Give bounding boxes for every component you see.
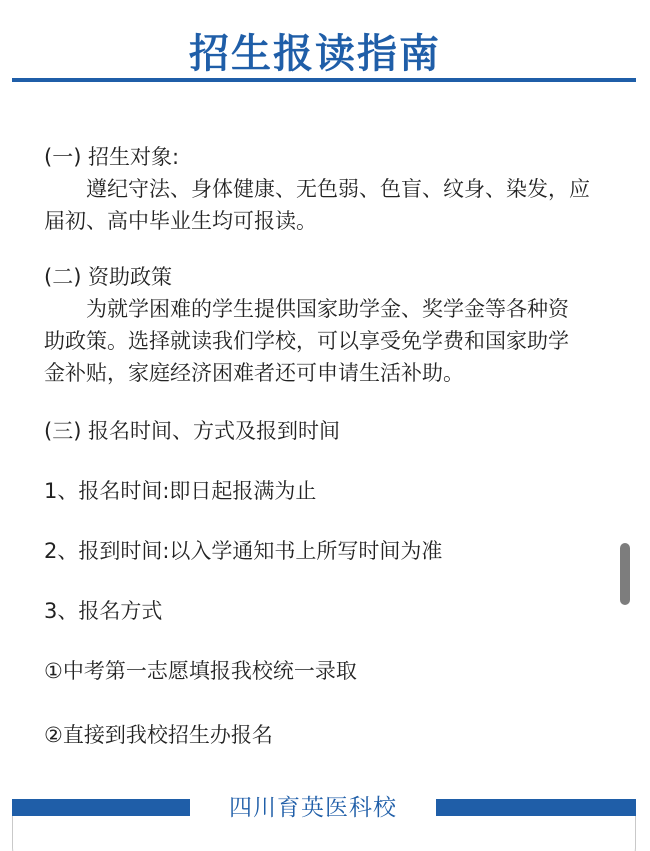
section-heading-registration: (三) 报名时间、方式及报到时间 xyxy=(44,419,341,443)
scrollbar-thumb[interactable] xyxy=(620,543,630,605)
school-name: 四川育英医科校 xyxy=(229,795,397,821)
list-item: ②直接到我校招生办报名 xyxy=(44,723,273,747)
paragraph-line: 遵纪守法、身体健康、无色弱、色盲、纹身、染发，应 xyxy=(86,177,590,201)
paragraph-line: 金补贴，家庭经济困难者还可申请生活补助。 xyxy=(44,361,464,385)
title-divider xyxy=(12,78,636,82)
footer-bar-left xyxy=(12,799,190,816)
list-item: 2、报到时间:以入学通知书上所写时间为准 xyxy=(44,539,443,563)
list-item: 1、报名时间:即日起报满为止 xyxy=(44,479,317,503)
section-heading-enrollment-target: (一) 招生对象: xyxy=(44,145,180,169)
footer-bar-right xyxy=(436,799,636,816)
guide-content[interactable] xyxy=(0,90,650,790)
list-item: ①中考第一志愿填报我校统一录取 xyxy=(44,659,357,683)
page-header xyxy=(0,0,650,90)
paragraph-line: 届初、高中毕业生均可报读。 xyxy=(44,209,317,233)
paragraph-line: 助政策。选择就读我们学校，可以享受免学费和国家助学 xyxy=(44,329,569,353)
paragraph-line: 为就学困难的学生提供国家助学金、奖学金等各种资 xyxy=(86,297,569,321)
list-item: 3、报名方式 xyxy=(44,599,163,623)
section-heading-financial-aid: (二) 资助政策 xyxy=(44,265,173,289)
page-footer xyxy=(0,780,650,851)
page-title: 招生报读指南 xyxy=(189,31,441,77)
